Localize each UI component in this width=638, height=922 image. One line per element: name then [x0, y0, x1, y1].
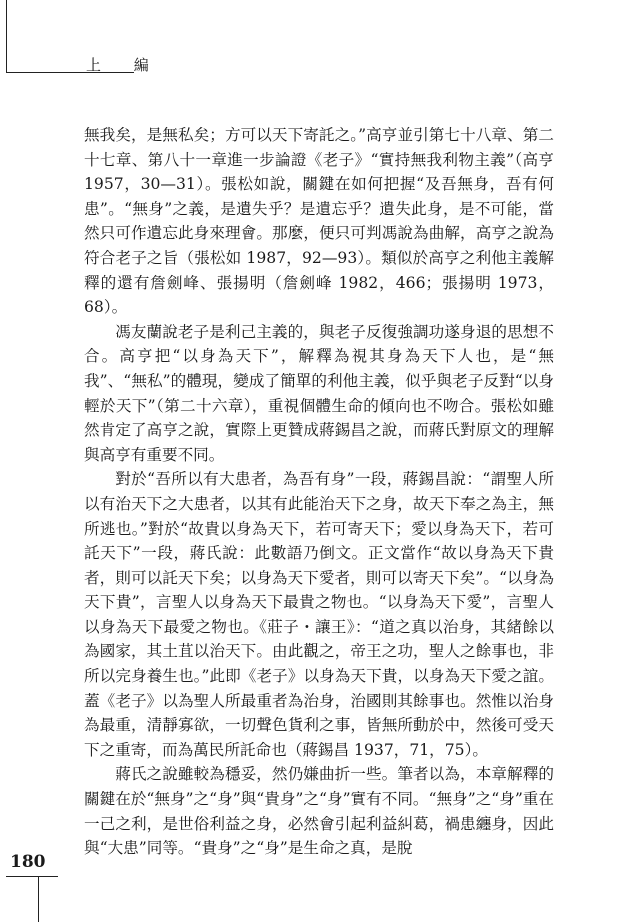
bottom-left-rule-vertical: [38, 876, 39, 922]
paragraph-3: 對於“吾所以有大患者，為吾有身”一段，蔣錫昌說：“謂聖人所以有治天下之大患者，以其有此能治天下之身，故天下奉之為主，無所逃也。”對於“故貴以身為天下，若可寄天下；愛以身為天下，若可託天下”一段，蔣氏說：此數語乃倒文。正文當作“故以身為天下貴者，則可以託天下矣；以身為天下愛者，則可以寄天下矣”。“以身為天下貴”，言聖人以身為天下最貴之物也。“以身為天下愛”，言聖人以身為天下最愛之物也。《莊子・讓王》：“道之真以治身，其緒餘以為國家，其土苴以治天下。由此觀之，帝王之功，聖人之餘事也，非所以完身養生也。”此即《老子》以身為天下貴，以身為天下愛之誼。蓋《老子》以為聖人所最重者為治身，治國則其餘事也。然惟以治身為最重，清靜寡欲，一切聲色貨利之事，皆無所動於中，然後可受天下之重寄，而為萬民所託命也（蔣錫昌 1937，71，75）。: [84, 470, 554, 759]
body-text: [84, 123, 554, 861]
paragraph-4: 蔣氏之說雖較為穩妥，然仍嫌曲折一些。筆者以為，本章解釋的關鍵在於“無身”之“身”與“貴身”之“身”實有不同。“無身”之“身”重在一己之利，是世俗利益之身，必然會引起利益糾葛，禍患纏身，因此與“大患”同等。“貴身”之“身”是生命之真，是脫: [84, 765, 554, 858]
page-number: 180: [10, 852, 46, 872]
paragraph-1: 無我矣，是無私矣；方可以天下寄託之。”高亨並引第七十八章、第二十七章、第八十一章進一步論證《老子》“實持無我利物主義”（高亨 1957，30—31）。張松如說，關鍵在如何把握“及吾無身，吾有何患”。“無身”之義，是遺失乎？是遺忘乎？遺失此身，是不可能，當然只可作遺忘此身來理會。那麼，便只可判馮說為曲解，高亨之說為符合老子之旨（張松如 1987，92—93）。類似於高亨之利他主義解釋的還有詹劍峰、張揚明（詹劍峰 1982，466；張揚明 1973，68）。: [84, 126, 554, 317]
running-header: 上 編: [86, 56, 163, 74]
top-left-rule-vertical: [6, 0, 7, 72]
paragraph-2: 馮友蘭說老子是利己主義的，與老子反復強調功遂身退的思想不合。高亨把“以身為天下”，解釋為視其身為天下人也，是“無我”、“無私”的體現，變成了簡單的利他主義，似乎與老子反對“以身輕於天下”（第二十六章），重視個體生命的傾向也不吻合。張松如雖然肯定了高亨之說，實際上更贊成蔣錫昌之說，而蔣氏對原文的理解與高亨有重要不同。: [84, 322, 554, 464]
bottom-left-rule-horizontal: [6, 876, 58, 877]
